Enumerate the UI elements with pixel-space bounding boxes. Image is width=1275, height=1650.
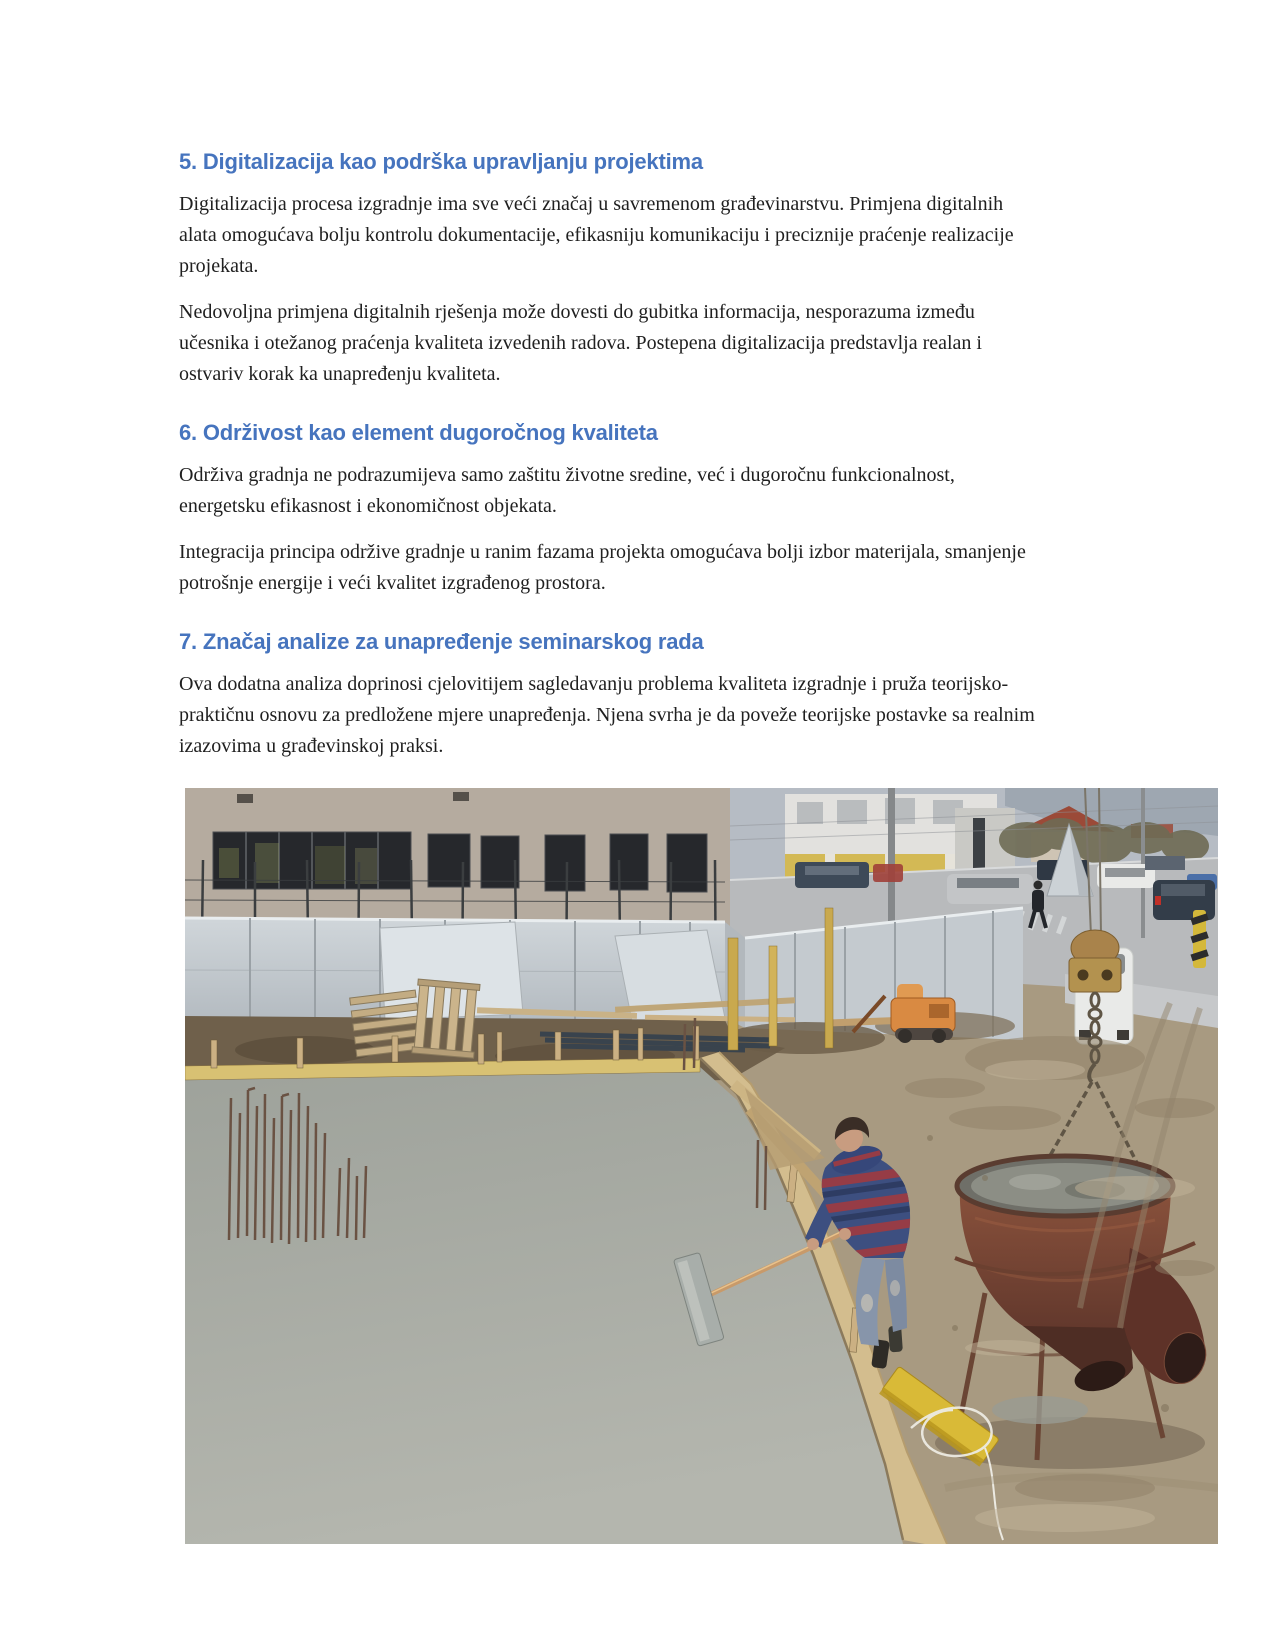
construction-photo (185, 788, 1218, 1544)
section-6-paragraph-2: Integracija principa održive gradnje u ranim fazama projekta omogućava bolji izbor materijala, smanjenje potrošnje energije i veći kvalitet izgrađenog prostora. (179, 541, 1026, 594)
section-5-paragraph-1: Digitalizacija procesa izgradnje ima sve veći značaj u savremenom građevinarstvu. Primjena digitalnih alata omogućava bolju kontrolu dokumentacije, efikasniju komunikaciju i preciznije praćenje realizacije projekata. (179, 193, 1014, 277)
section-5-paragraph-2: Nedovoljna primjena digitalnih rješenja može dovesti do gubitka informacija, nesporazuma između učesnika i otežanog praćenja kvaliteta izvedenih radova. Postepena digitalizacija predstavlja realan i ostvariv korak ka unapređenju kvaliteta. (179, 301, 982, 385)
section-7-paragraph-1: Ova dodatna analiza doprinosi cjelovitijem sagledavanju problema kvaliteta izgradnje i pruža teorijsko-praktičnu osnovu za predložene mjere unapređenja. Njena svrha je da poveže teorijske postavke sa realnim izazovima u građevinskoj praksi. (179, 673, 1035, 757)
section-6-paragraph-1: Održiva gradnja ne podrazumijeva samo zaštitu životne sredine, već i dugoročnu funkcionalnost, energetsku efikasnost i ekonomičnost objekata. (179, 464, 955, 517)
section-5-heading: 5. Digitalizacija kao podrška upravljanju projektima (179, 149, 703, 174)
crane-hook-block (1069, 930, 1121, 992)
dark-window-band (213, 832, 707, 892)
section-7-heading: 7. Značaj analize za unapređenje seminarskog rada (179, 629, 704, 654)
text-column (179, 149, 1041, 762)
section-6-heading: 6. Održivost kao element dugoročnog kvaliteta (179, 420, 658, 445)
